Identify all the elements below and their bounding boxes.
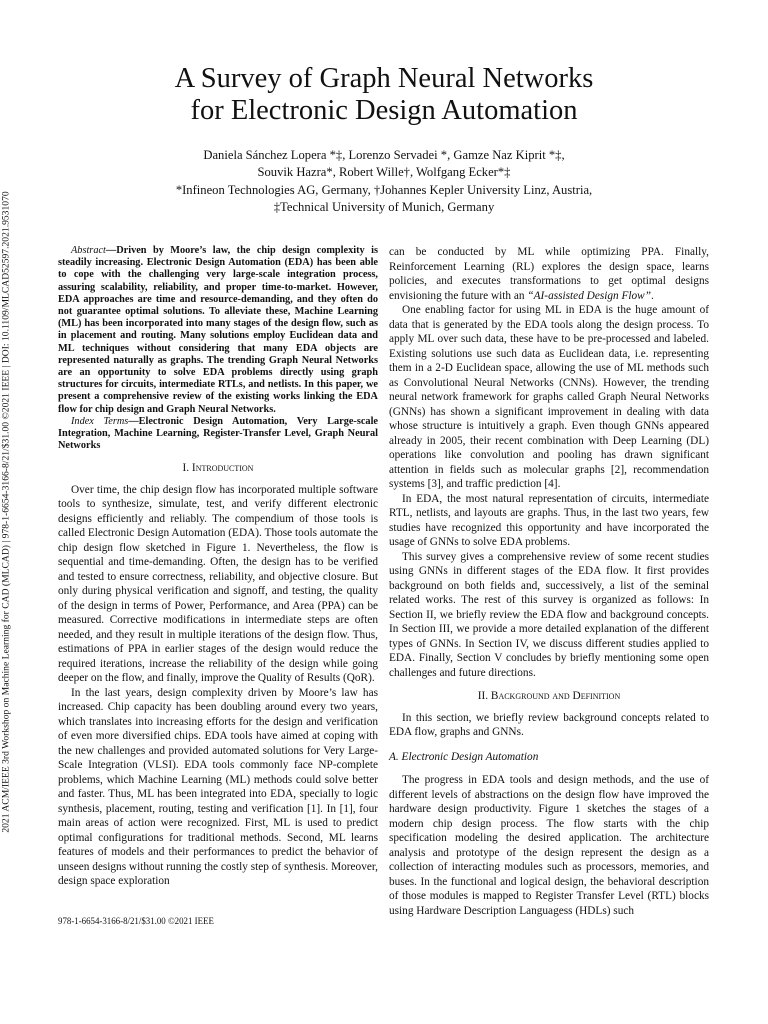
page-footer: 978-1-6654-3166-8/21/$31.00 ©2021 IEEE: [58, 916, 214, 926]
authors-line-1: Daniela Sánchez Lopera *‡, Lorenzo Servadei *, Gamze Naz Kiprit *‡,: [203, 148, 565, 162]
eda-subheading: A. Electronic Design Automation: [389, 750, 539, 763]
ai-assisted-emphasis: “AI-assisted Design Flow”: [527, 289, 652, 302]
index-terms: [58, 416, 378, 453]
intro-paragraph-1: Over time, the chip design flow has incorporated multiple software tools to synthesize, simulate, test, and verify different electronic designs efficiently and reliably. The compendium of those tools is called Electronic Design Automation (EDA). Those tools automate the chip design flow sketched in Figure 1. Nevertheless, the flow is sequential and time-demanding. Often, the design has to be verified and tested to ensure correctness, reliability, and objective closure. But only during physical verification and signoff, and testing, the quality of the design in terms of Power, Performance, and Area (PPA) can be measured. Corrective modifications in intermediate steps are often needed, and they result in multiple iterations of the design flow. Thus, estimations of PPA in earlier stages of the design would reduce the required iterations, increase the reliability of the design while going deeper on the flow, and finally, improve the Quality of Results (QoR).: [58, 483, 378, 685]
abstract-label: Abstract: [71, 245, 106, 256]
authors-line-2: Souvik Hazra*, Robert Wille†, Wolfgang Ecker*‡: [257, 165, 511, 180]
intro-heading: I. Introduction: [182, 462, 254, 475]
background-paragraph-1: In this section, we briefly review background concepts related to EDA flow, graphs and GNNs.: [389, 711, 709, 738]
intro-paragraph-2: In the last years, design complexity driven by Moore’s law has increased. Chip capacity has been doubling around every two years, which translates into increasing efforts for the design and verification of even more diversified chips. EDA tools have aimed at coping with the new challenges and provided automated solutions for Very Large-Scale Integration (VLSI). EDA tools commonly face NP-complete problems, which Machine Learning (ML) methods could solve better and faster. Thus, ML has been integrated into EDA, specially to logic synthesis, placement, routing, testing and verification [1]. In [1], four main areas of action were recognized. First, ML is used to predict optimal configurations for traditional methods. Second, ML learns features of models and their performances to predict the behavior of unseen designs without running the costly step of synthesis. Moreover, design space exploration: [58, 686, 378, 888]
intro-paragraph-4: One enabling factor for using ML in EDA is the huge amount of data that is generated by the EDA tools along the design process. To apply ML over such data, these have to be pre-processed and labeled. Existing solutions use such data as Euclidean data, i.e. representing them in a 2-D Euclidean space, allowing the use of ML methods such as Convolutional Neural Networks (CNNs). However, the trending neural network framework for graphs called Graph Neural Networks (GNNs) has shown a significant improvement in dealing with data whose structure is intuitively a graph. Even though GNNs appeared already in 2005, their recent combination with Deep Learning (DL) operations like convolution and pooling has drawn significant attention in fields such as molecular graphs [2], recommendation systems [3], and traffic prediction [4].: [389, 304, 709, 490]
affiliation-line-1: *Infineon Technologies AG, Germany, †Johannes Kepler University Linz, Austria,: [175, 182, 593, 197]
background-heading: II. Background and Definition: [477, 690, 621, 702]
author-block: [0, 147, 768, 217]
intro-p3-end: .: [651, 289, 654, 302]
paper-title: [0, 63, 768, 127]
abstract: [58, 245, 378, 416]
side-doi-text: 2021 ACM/IEEE 3rd Workshop on Machine Learning for CAD (MLCAD) | 978-1-6654-3166-8/21/$31.00 ©2021 IEEE | DOI: 10.1109/MLCAD52597.2021.9531070: [0, 191, 12, 833]
title-line-2: for Electronic Design Automation: [190, 95, 578, 126]
intro-paragraph-3: [389, 245, 709, 303]
index-terms-text: —Electronic Design Automation, Very Large-scale Integration, Machine Learning, Register-Transfer Level, Graph Neural Networks: [58, 415, 379, 452]
eda-paragraph-1: The progress in EDA tools and design methods, and the use of different levels of abstractions on the design flow have improved the hardware design productivity. Figure 1 sketches the stages of a modern chip design process. The flow starts with the chip specification modeling the desired application. The architecture analysis and prototype of the design represent the design as a collection of interacting modules such as processors, memories, and buses. In the functional and logical design, the behavioral description of those modules is mapped to Register Transfer Level (RTL) blocks using Hardware Description Languagess (HDLs) such: [389, 774, 709, 917]
title-line-1: A Survey of Graph Neural Networks: [174, 63, 594, 94]
affiliation-line-2: ‡Technical University of Munich, Germany: [273, 200, 495, 215]
left-column: [58, 245, 378, 889]
intro-paragraph-5: In EDA, the most natural representation of circuits, intermediate RTL, netlists, and layouts are graphs. Thus, in the last two years, few studies have recognized this opportunity and have incorporated the usage of GNNs to solve EDA problems.: [389, 492, 709, 548]
index-terms-label: Index Terms: [71, 415, 129, 427]
abstract-text: —Driven by Moore’s law, the chip design complexity is steadily increasing. Electronic Design Automation (EDA) has been able to cope with the challenging very large-scale integration process, assuring scalability, reliability, and proper time-to-market. However, EDA approaches are time and resource-demanding, and they often do not guarantee optimal solutions. To alleviate these, Machine Learning (ML) has been incorporated into many stages of the design flow, such as in placement and routing. Many solutions employ Euclidean data and ML techniques without considering that many EDA objects are represented naturally as graphs. The trending Graph Neural Networks are an opportunity to solve EDA problems directly using graph structures for circuits, intermediate RTLs, and netlists. In this paper, we present a comprehensive review of the existing works linking the EDA flow for chip design and Graph Neural Networks.: [58, 245, 378, 415]
right-column: [389, 245, 709, 918]
intro-paragraph-6: This survey gives a comprehensive review of some recent studies using GNNs in different stages of the EDA flow. It first provides background on both fields and, successively, a list of the seminal related works. The rest of this survey is organized as follows: In Section II, we briefly review the EDA flow and background concepts. In Section III, we provide a more detailed explanation of the different types of GNNs. In Section IV, we discuss different studies applied to EDA. Finally, Section V concludes by briefly mentioning some open challenges and future directions.: [389, 550, 709, 679]
intro-p3-start: can be conducted by ML while optimizing PPA. Finally, Reinforcement Learning (RL) explores the design space, learns policies, and executes transformations to get optimal designs envisioning the future with an: [389, 246, 709, 302]
